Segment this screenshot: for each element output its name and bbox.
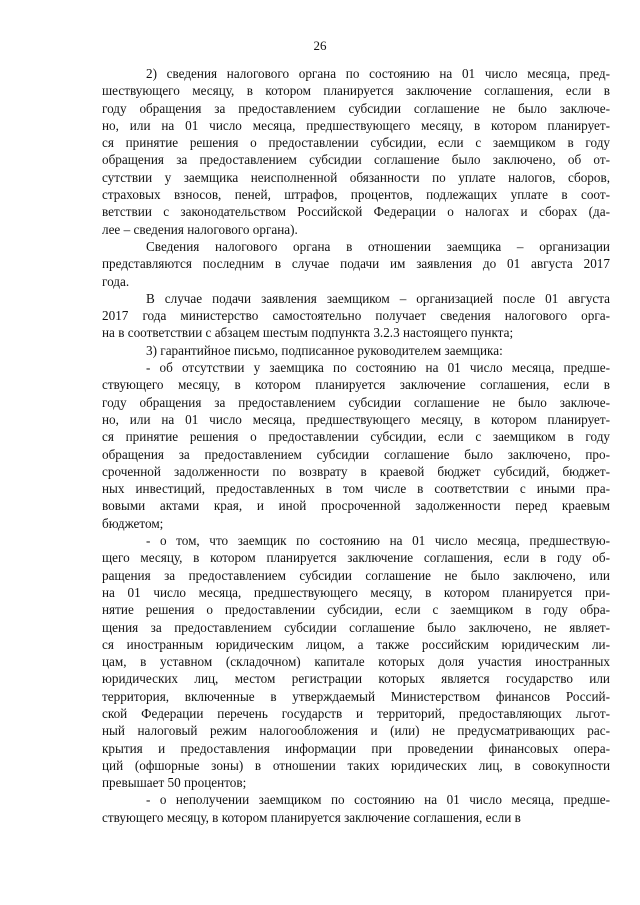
text-line: на в соответствии с абзацем шестым подпункта 3.2.3 настоящего пункта; <box>102 325 514 341</box>
paragraph <box>102 532 610 791</box>
text-line: 3) гарантийное письмо, подписанное руководителем заемщика: <box>146 342 503 358</box>
text-line: сроченной задолженности по возврату в краевой бюджет субсидий, бюджет- <box>102 463 610 479</box>
text-line: - о неполучении заемщиком по состоянию на 01 число месяца, предше- <box>146 792 610 808</box>
text-line: ской Федерации перечень государств и территорий, предоставляющих льгот- <box>102 705 610 721</box>
text-line: юридических лиц, местом регистрации которых является государство или <box>102 671 610 687</box>
text-line: крытия и предоставления информации при проведении финансовых опера- <box>102 740 610 756</box>
text-line: превышает 50 процентов; <box>102 775 247 791</box>
text-line: ных инвестиций, предоставленных в том числе в соответствии с иными пра- <box>102 481 610 497</box>
text-line: но, или на 01 число месяца, предшествующего месяцу, в котором планирует- <box>102 117 610 133</box>
text-line: цам, в уставном (складочном) капитале которых доля участия иностранных <box>102 654 610 670</box>
text-line: шествующего месяцу, в котором планируется заключение соглашения, если в <box>102 83 610 99</box>
text-line: щего месяцу, в котором планируется заключение соглашения, если в году об- <box>102 550 610 566</box>
text-line: ций (офшорные зоны) в отношении таких юридических лиц, в совокупности <box>102 757 610 773</box>
paragraph <box>102 290 610 342</box>
text-line: году обращения за предоставлением субсидии соглашение не было заключе- <box>102 100 610 116</box>
page-number: 26 <box>313 38 327 53</box>
text-line: году обращения за предоставлением субсидии соглашение не было заключе- <box>102 394 610 410</box>
paragraph <box>102 342 610 359</box>
text-line: представляются последним в случае подачи им заявления до 01 августа 2017 <box>102 256 610 272</box>
text-line: ся принятие решения о предоставлении субсидии, если с заемщиком в году <box>102 429 610 445</box>
text-line: ный налоговый режим налогообложения и (или) не предусматривающих рас- <box>102 723 610 739</box>
text-line: ветствии с законодательством Российской Федерации о налогах и сборах (да- <box>102 204 610 220</box>
text-line: лее – сведения налогового органа). <box>102 221 298 237</box>
text-line: ствующего месяцу, в котором планируется заключение соглашения, если в <box>102 377 610 393</box>
text-line: Сведения налогового органа в отношении заемщика – организации <box>146 238 610 254</box>
text-line: вовыми актами края, и иной просроченной задолженности перед краевым <box>102 498 610 514</box>
text-line: нятие решения о предоставлении субсидии, если с заемщиком в году обра- <box>102 602 610 618</box>
text-line: щения за предоставлением субсидии соглашение было заключено, не являет- <box>102 619 610 635</box>
text-line: - о том, что заемщик по состоянию на 01 число месяца, предшествую- <box>146 533 610 549</box>
paragraph <box>102 65 610 238</box>
text-line: ствующего месяцу, в котором планируется заключение соглашения, если в <box>102 809 521 825</box>
text-line: на 01 число месяца, предшествующего месяцу, в котором планируется при- <box>102 584 610 600</box>
text-line: ся иностранным юридическим лицом, а также российским юридическим ли- <box>102 636 610 652</box>
paragraph <box>102 791 610 826</box>
text-line: 2017 года министерство самостоятельно получает сведения налогового орга- <box>102 308 610 324</box>
text-line: ся принятие решения о предоставлении субсидии, если с заемщиком в году <box>102 135 610 151</box>
document-body <box>102 65 610 826</box>
paragraph <box>102 238 610 290</box>
text-line: обращения за предоставлением субсидии соглашение было заключено, про- <box>102 446 610 462</box>
text-line: сутствии у заемщика неисполненной обязанности по уплате налогов, сборов, <box>102 169 610 185</box>
paragraph <box>102 359 610 532</box>
text-line: территория, включенные в утверждаемый Министерством финансов Россий- <box>102 688 610 704</box>
text-line: В случае подачи заявления заемщиком – организацией после 01 августа <box>146 290 610 306</box>
text-line: но, или на 01 число месяца, предшествующего месяцу, в котором планирует- <box>102 411 610 427</box>
text-line: ращения за предоставлением субсидии соглашение не было заключено, или <box>102 567 610 583</box>
text-line: - об отсутствии у заемщика по состоянию на 01 число месяца, предше- <box>146 360 610 376</box>
text-line: бюджетом; <box>102 515 164 531</box>
text-line: страховых взносов, пеней, штрафов, процентов, подлежащих уплате в соот- <box>102 187 610 203</box>
text-line: 2) сведения налогового органа по состоянию на 01 число месяца, пред- <box>146 66 610 81</box>
text-line: года. <box>102 273 130 289</box>
text-line: обращения за предоставлением субсидии соглашение было заключено, об от- <box>102 152 610 168</box>
